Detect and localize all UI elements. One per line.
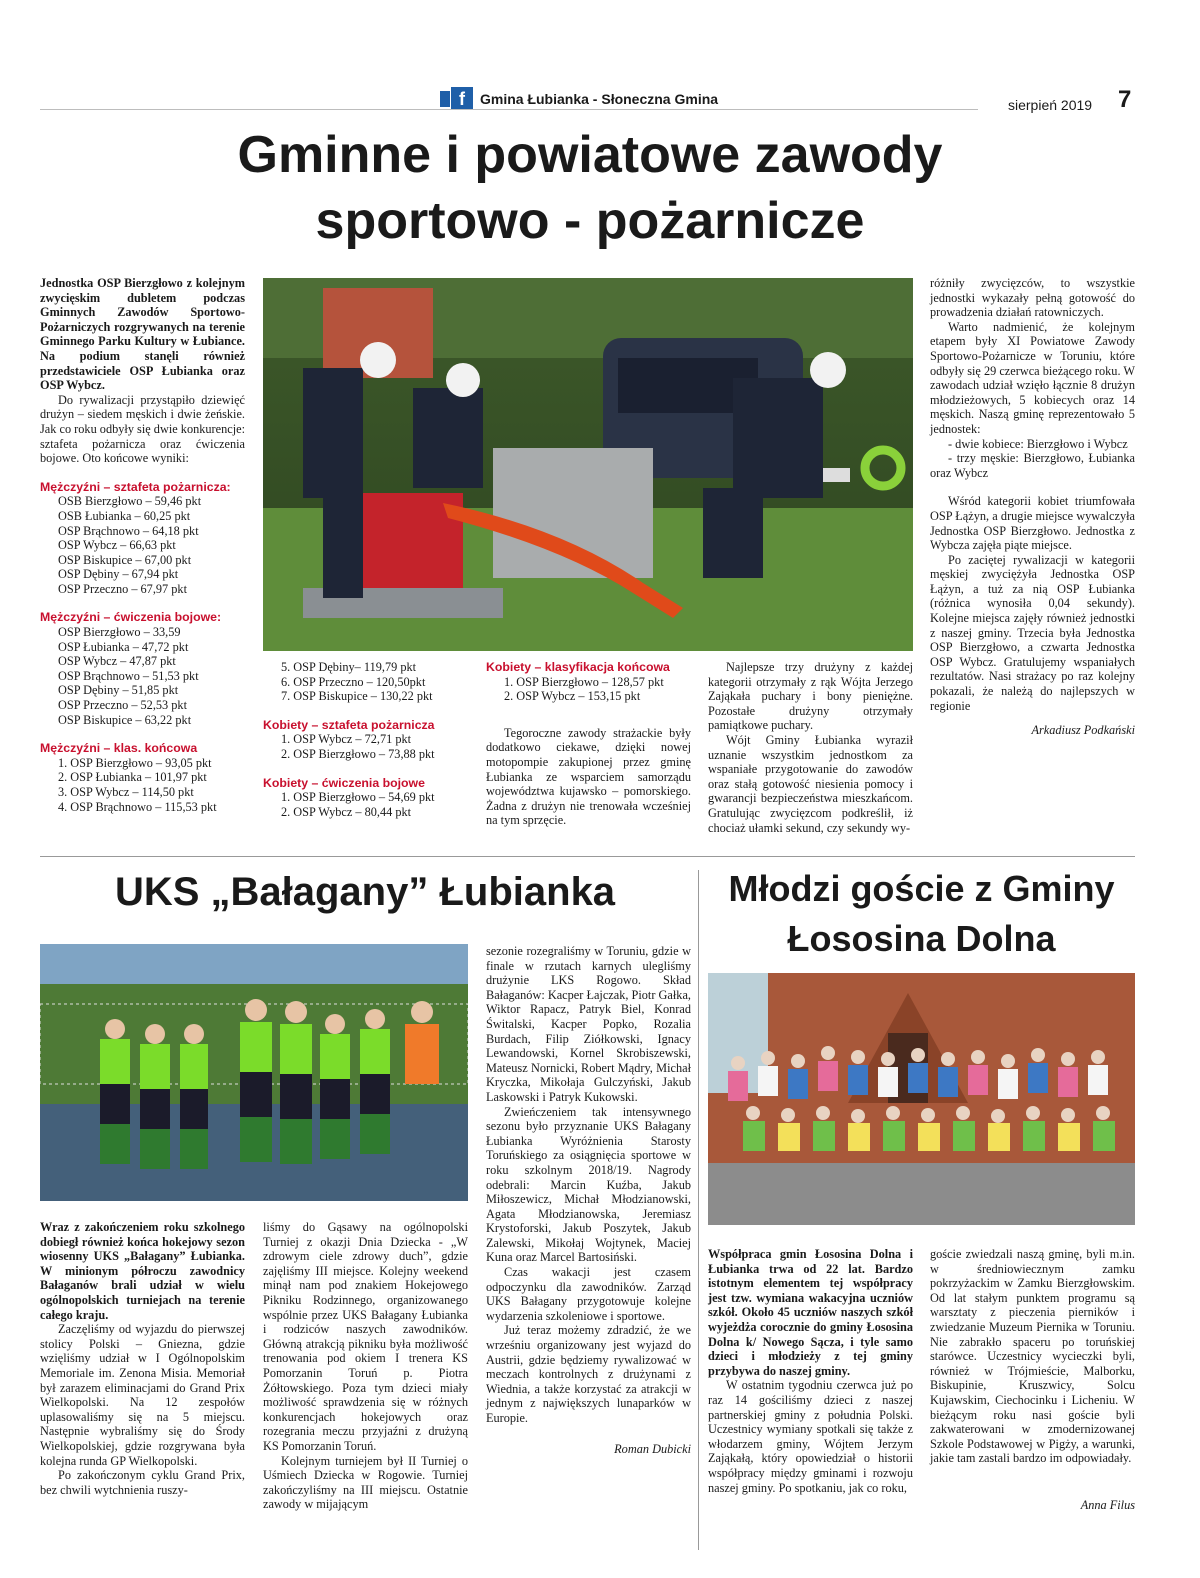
article1-signature: Arkadiusz Podkański: [1031, 723, 1135, 738]
column-rule: [698, 870, 699, 1550]
article3-p1: W ostatnim tygodniu czerwca już po raz 14 gościliśmy dzieci z naszej partnerskiej gminy z południa Polski. Uczestnicy wymiany spotkali się także z włodarzem gminy, Wójtem Jerzym Zająkałą, który opowiedział o historii współpracy między gminami i rozwoju naszej gminy. Po spotkaniu, jak co roku,: [708, 1378, 913, 1495]
article2-lead: Wraz z zakończeniem roku szkolnego dobiegł również końca hokejowy sezon wiosenny UKS „Bałagany” Łubianka. W minionym półroczu zawodnicy Bałaganów brali udział w wielu ogólnopolskich turniejach na terenie całego kraju.: [40, 1220, 245, 1322]
list-item: OSP Przeczno – 52,53 pkt: [58, 698, 187, 713]
article2-col3: [486, 944, 691, 1456]
results-list-1: [40, 494, 245, 596]
article2-p4: Kolejnym turniejem był II Turniej o Uśmiech Dziecka w Rogowie. Turniej zakończyliśmy na III miejscu. Ostatnie zawody w mijającym: [263, 1453, 468, 1512]
list-item: OSB Bierzgłowo – 59,46 pkt: [58, 494, 202, 509]
article1-p8: - trzy męskie: Bierzgłowo, Łubianka oraz Wybcz: [930, 451, 1135, 480]
results-list-4: [263, 660, 468, 704]
article1-p9: Wśród kategorii kobiet triumfowała OSP Łążyn, a drugie miejsce wywalczyła Jednostka OSP Bierzgłowo. Jednostka z Wybcza zajęła piąte miejsce.: [930, 494, 1135, 553]
section-rule: [40, 856, 1135, 857]
gmina-logo: [440, 87, 474, 109]
article3-col2: [930, 1247, 1135, 1513]
svg-text:f: f: [459, 89, 465, 109]
list-item: 1. OSP Bierzgłowo – 93,05 pkt: [58, 755, 212, 770]
article3-col1: [708, 1247, 913, 1495]
header-date: sierpień 2019: [1008, 97, 1093, 113]
list-item: OSP Wybcz – 47,87 pkt: [58, 654, 176, 669]
article2-p7: Czas wakacji jest czasem odpoczynku dla zawodników. Zarząd UKS Bałagany przygotowuje kolejne wydarzenia szkoleniowe i sportowe.: [486, 1265, 691, 1323]
article3-p2: goście zwiedzali naszą gminę, byli m.in. w średniowiecznym zamku pokrzyżackim w Zamku Bierzgłowskim. Od lat stałym punktem programu są warsztaty z pieczenia pierników i zwiedzanie Muzeum Piernika w Toruniu. Nie zabrakło spaceru po toruńskiej starówce. Uczestnicy wycieczki byli, również w Trójmieście, Malborku, Biskupinie, Kruszwicy, Solcu Kujawskim, Ciechocinku i Licheniu. W bieżącym roku nasi goście byli zakwaterowani w zmodernizowanej Szkole Podstawowej w Pigży, a warunki, jakie tam zastali bardzo im odpowiadały.: [930, 1247, 1135, 1466]
list-item: 2. OSP Wybcz – 153,15 pkt: [504, 689, 641, 704]
article2-p8: Już teraz możemy zdradzić, że we wrześniu organizowany jest wyjazd do Austrii, gdzie będziemy rywalizować w meczach kontrolnych z drużynami z Wiednia, a także korzystać za atrakcji w jednym z największych lunaparków w Europie.: [486, 1323, 691, 1425]
hockey-team-photo: [40, 944, 468, 1201]
article2-p6: Zwieńczeniem tak intensywnego sezonu było przyznanie UKS Bałagany Łubianka Wyróżnienia Starosty Toruńskiego za osiągnięcia sportowe w roku szkolnym 2018/19. Nagrody odebrali: Marcin Kuźba, Jakub Miłoszewicz, Michał Młodzianowski, Agata Młodzianowska, Jeremiasz Krystoforski, Jakub Poszytek, Jakub Zalewski, Mikołaj Wojtynek, Maciej Kuna oraz Marcel Bartosiński.: [486, 1104, 691, 1265]
article2-title: UKS „Bałagany” Łubianka: [114, 870, 616, 914]
article1-p5: różniły zwycięzców, to wszystkie jednostki wykazały pełną gotowość do prowadzenia działań ratowniczych.: [930, 276, 1135, 320]
article1-title-line1: Gminne i powiatowe zawody: [237, 126, 943, 184]
article1-col4: [708, 660, 913, 835]
list-item: OSP Przeczno – 67,97 pkt: [58, 581, 187, 596]
article2-col2: [263, 1220, 468, 1512]
article1-lead: Jednostka OSP Bierzgłowo z kolejnym zwycięskim dubletem podczas Gminnych Zawodów Sportowo-Pożarniczych rozgrywanych na terenie Gminnego Parku Kultury w Łubiance. Na podium stanęli również przedstawiciele OSP Łubianka oraz OSP Wybcz.: [40, 276, 245, 393]
article3-lead: Współpraca gmin Łososina Dolna i Łubianka trwa od 22 lat. Bardzo istotnym elementem tej współpracy jest tzw. wymiana wakacyjna uczniów szkół. Około 45 uczniów naszych szkół wyjeżdża corocznie do gminy Łososina Dolna k/ Nowego Sącza, i tyle samo dzieci i młodzieży z tej gminy przybywa do naszej gminy.: [708, 1247, 913, 1378]
list-item: OSP Biskupice – 67,00 pkt: [58, 552, 192, 567]
article1-title: [100, 122, 1080, 254]
results-list-5: [263, 732, 468, 761]
article1-p2: Tegoroczne zawody strażackie były dodatkowo ciekawe, dzięki nowej motopompie zakupionej przez gminę Łubianka ze wsparciem samorządu województwa kujawsko – pomorskiego. Żadna z drużyn nie trenowała wcześniej na tym sprzęcie.: [486, 725, 691, 828]
header-rule: [40, 109, 978, 110]
list-item: OSP Brąchnowo – 64,18 pkt: [58, 523, 199, 538]
article3-signature: Anna Filus: [1080, 1497, 1135, 1512]
list-item: 2. OSP Wybcz – 80,44 pkt: [281, 804, 412, 819]
group-photo-illustration: [708, 973, 1135, 1225]
article3-title-line2: Łososina Dolna: [787, 918, 1056, 959]
article2-col1: [40, 1220, 245, 1497]
results-heading-6: Kobiety – ćwiczenia bojowe: [263, 775, 425, 790]
article1-col2: [263, 660, 468, 819]
list-item: 5. OSP Dębiny– 119,79 pkt: [281, 660, 417, 674]
article1-col5: [930, 276, 1135, 738]
results-list-3: [40, 756, 245, 814]
list-item: 1. OSP Bierzgłowo – 54,69 pkt: [281, 790, 435, 805]
article1-p6: Warto nadmienić, że kolejnym etapem były XI Powiatowe Zawody Sportowo-Pożarnicze w Toruniu, które odbyły się 29 czerwca bieżącego roku. W zawodach udział wzięło łącznie 8 drużyn młodzieżowych, 5 kobiecych oraz 14 męskich. Naszą gminę reprezentowało 5 jednostek:: [930, 319, 1135, 436]
article1-col1: [40, 276, 245, 814]
list-item: 3. OSP Wybcz – 114,50 pkt: [58, 785, 194, 799]
results-heading-1: Mężczyźni – sztafeta pożarnicza:: [40, 479, 231, 494]
list-item: 1. OSP Bierzgłowo – 128,57 pkt: [504, 674, 664, 689]
results-list-6: [263, 790, 468, 819]
list-item: 2. OSP Łubianka – 101,97 pkt: [58, 770, 207, 785]
firefighters-photo: [263, 278, 913, 651]
list-item: 2. OSP Bierzgłowo – 73,88 pkt: [281, 746, 435, 761]
page-number: 7: [1118, 86, 1132, 113]
list-item: OSP Bierzgłowo – 33,59: [58, 625, 181, 640]
results-list-7: [486, 675, 691, 704]
results-list-2: [40, 625, 245, 727]
logo-icon: [440, 87, 474, 109]
article2-p1: Zaczęliśmy od wyjazdu do pierwszej stolicy Polski – Gniezna, gdzie wzięliśmy udział w I Ogólnopolskim Memoriale im. Zenona Misia. Memoriał był zarazem eliminacjami do Grand Prix Wielkopolski. Na 12 zespołów uplasowaliśmy się na 5 miejscu. Następnie wybraliśmy się do Środy Wielkopolskiej, gdzie rozgrywana była kolejna runda GP Wielkopolski.: [40, 1322, 245, 1468]
header-brand: Gmina Łubianka - Słoneczna Gmina: [480, 91, 719, 107]
list-item: OSB Łubianka – 60,25 pkt: [58, 508, 191, 523]
list-item: 6. OSP Przeczno – 120,50pkt: [281, 674, 426, 689]
list-item: 4. OSP Brąchnowo – 115,53 pkt: [58, 799, 217, 814]
results-heading-7: Kobiety – klasyfikacja końcowa: [486, 660, 670, 674]
article1-col3: [486, 646, 691, 828]
results-heading-2: Mężczyźni – ćwiczenia bojowe:: [40, 610, 222, 625]
article1-p3: Najlepsze trzy drużyny z każdej kategorii otrzymały z rąk Wójta Jerzego Zająkała puchary i bony pieniężne. Pozostałe drużyny otrzymały pamiątkowe puchary.: [708, 660, 913, 733]
list-item: OSP Łubianka – 47,72 pkt: [58, 639, 189, 654]
results-heading-5: Kobiety – sztafeta pożarnicza: [263, 717, 435, 732]
list-item: OSP Brąchnowo – 51,53 pkt: [58, 668, 199, 683]
article2-signature: Roman Dubicki: [614, 1441, 691, 1456]
list-item: 1. OSP Wybcz – 72,71 pkt: [281, 732, 412, 747]
article3-title-line1: Młodzi goście z Gminy: [728, 868, 1115, 909]
article1-p7: - dwie kobiece: Bierzgłowo i Wybcz: [948, 436, 1128, 451]
article1-p10: Po zaciętej rywalizacji w kategorii męskiej zwyciężyła Jednostka OSP Łążyn, a tuż za nią OSP Łubianka (różnica wynosiła 0,04 sekundy). Kolejne miejsca zajęły również jednostki z naszej gminy. Trzecia była Jednostka OSP Bierzgłowo, a czwarta Jednostka OSP Wybcz. Gratulujemy wspaniałych rezultatów. Nasi strażacy po raz kolejny pokazali, że należą do najlepszych w regionie: [930, 552, 1135, 713]
article1-title-line2: sportowo - pożarnicze: [315, 192, 865, 250]
firefighters-photo-illustration: [263, 278, 913, 651]
results-heading-3: Mężczyźni – klas. końcowa: [40, 741, 198, 756]
article2-p3: liśmy do Gąsawy na ogólnopolski Turniej z okazji Dnia Dziecka - „W zdrowym ciele zdrowy duch”, gdzie zajęliśmy III miejsce. Kolejny weekend minął nam pod znakiem Hokejowego Pikniku Rodzinnego, organizowanego wspólnie przez UKS Bałagany Łubianka i rodziców naszych zawodników. Główną atrakcją pikniku była możliwość trenowania pod okiem I trenera KS Pomorzanin Toruń p. Piotra Żółtowskiego. Poza tym dzieci miały możliwość sprawdzenia się w różnych konkurencjach hokejowych oraz rozegrania meczu przyjaźni z drużyną KS Pomorzanin Toruń.: [263, 1220, 468, 1453]
article2-p5: sezonie rozegraliśmy w Toruniu, gdzie w finale w rzutach karnych ulegliśmy drużynie LKS Rogowo. Skład Bałaganów: Kacper Łajczak, Piotr Gałka, Wiktor Rapacz, Patryk Biel, Konrad Świtalski, Kacper Popko, Rozalia Burdach, Filip Ziółkowski, Ignacy Lewandowski, Kornel Skrobiszewski, Mateusz Nornicki, Robert Mądry, Michał Kryczka, Mikołaja Gulczyński, Jakub Laskowski i Patryk Kukowski.: [486, 944, 691, 1104]
list-item: OSP Wybcz – 66,63 pkt: [58, 538, 176, 553]
article1-p4: Wójt Gminy Łubianka wyraził uznanie wszystkim jednostkom za wspaniałe przygotowanie do zawodów oraz stałą gotowość niesienia pomocy i gwarancji bezpieczeństwa mieszkańcom. Gratulując zwycięzcom podkreślił, iż chociaż ułamki sekund, czy sekundy wy-: [708, 732, 913, 835]
article1-p1: Do rywalizacji przystąpiło dziewięć drużyn – siedem męskich i dwie żeńskie. Jak co roku odbyły się dwie konkurencje: sztafeta pożarnicza oraz ćwiczenia bojowe. Oto końcowe wyniki:: [40, 392, 245, 466]
article3-title: [708, 864, 1135, 964]
group-photo: [708, 973, 1135, 1225]
article2-p2: Po zakończonym cyklu Grand Prix, bez chwili wytchnienia ruszy-: [40, 1468, 245, 1497]
list-item: 7. OSP Biskupice – 130,22 pkt: [281, 689, 433, 704]
hockey-team-photo-illustration: [40, 944, 468, 1201]
list-item: OSP Dębiny – 67,94 pkt: [58, 567, 179, 582]
list-item: OSP Dębiny – 51,85 pkt: [58, 683, 179, 698]
list-item: OSP Biskupice – 63,22 pkt: [58, 712, 192, 727]
